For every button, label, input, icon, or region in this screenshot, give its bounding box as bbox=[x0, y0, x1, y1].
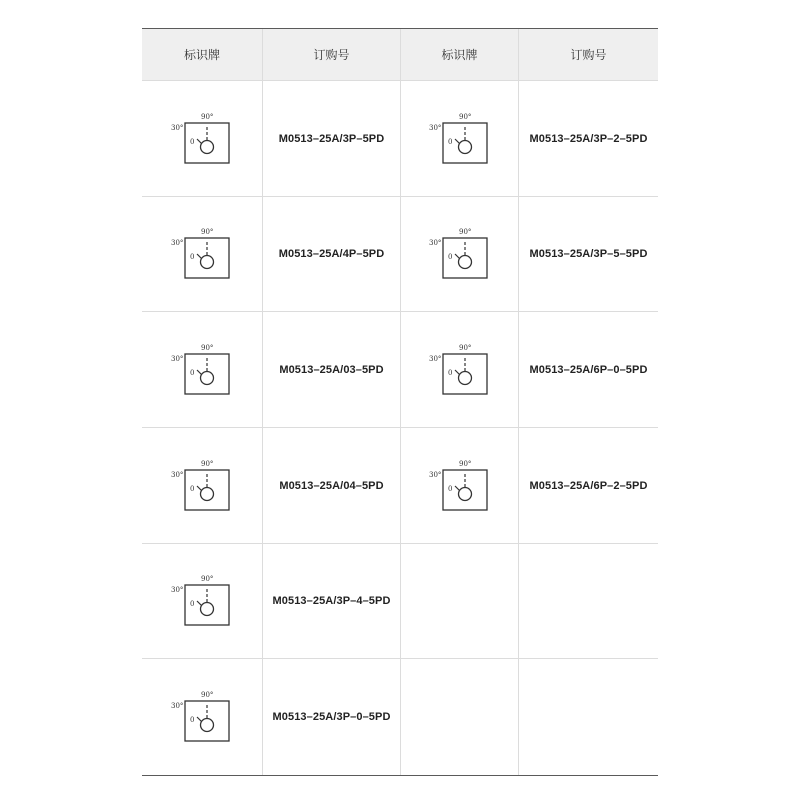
empty-cell bbox=[401, 659, 518, 774]
svg-text:0: 0 bbox=[190, 484, 195, 493]
switch-sign-icon bbox=[167, 340, 237, 400]
svg-text:90°: 90° bbox=[458, 112, 471, 121]
order-code-cell bbox=[519, 428, 658, 543]
order-code: M0513–25A/3P–4–5PD bbox=[272, 595, 391, 607]
svg-text:30°: 30° bbox=[171, 701, 184, 710]
sign-cell bbox=[142, 428, 262, 543]
switch-sign-icon bbox=[167, 109, 237, 169]
sign-cell bbox=[142, 312, 262, 427]
svg-text:90°: 90° bbox=[201, 343, 214, 352]
order-code-cell bbox=[519, 312, 658, 427]
header-sign-2: 标识牌 bbox=[441, 48, 478, 62]
order-code: M0513–25A/3P–5–5PD bbox=[529, 248, 648, 260]
svg-text:90°: 90° bbox=[201, 112, 214, 121]
svg-text:30°: 30° bbox=[171, 354, 184, 363]
order-code-cell bbox=[263, 659, 400, 774]
svg-text:30°: 30° bbox=[428, 470, 441, 479]
svg-text:0: 0 bbox=[447, 484, 452, 493]
svg-text:0: 0 bbox=[447, 368, 452, 377]
svg-text:90°: 90° bbox=[201, 228, 214, 236]
switch-sign-icon bbox=[425, 340, 495, 400]
switch-sign-icon bbox=[167, 456, 237, 516]
order-code: M0513–25A/03–5PD bbox=[279, 363, 384, 376]
order-code: M0513–25A/6P–2–5PD bbox=[529, 479, 648, 492]
empty-cell bbox=[401, 544, 518, 658]
empty-cell bbox=[519, 659, 658, 774]
svg-text:90°: 90° bbox=[458, 343, 471, 352]
order-code-cell bbox=[263, 544, 400, 658]
header-order-no-2: 订购号 bbox=[570, 48, 607, 62]
sign-cell bbox=[142, 659, 262, 774]
order-code-cell bbox=[263, 197, 400, 311]
svg-text:30°: 30° bbox=[171, 239, 184, 247]
order-code: M0513–25A/4P–5PD bbox=[278, 248, 385, 260]
order-code: M0513–25A/3P–5PD bbox=[278, 132, 385, 145]
switch-sign-icon bbox=[425, 224, 495, 284]
svg-text:30°: 30° bbox=[171, 123, 184, 132]
order-table bbox=[142, 28, 658, 776]
order-code-cell bbox=[263, 312, 400, 427]
svg-text:0: 0 bbox=[190, 715, 195, 724]
order-code: M0513–25A/04–5PD bbox=[279, 479, 384, 492]
svg-text:0: 0 bbox=[190, 137, 195, 146]
sign-cell bbox=[142, 81, 262, 196]
order-code-cell bbox=[519, 197, 658, 311]
switch-sign-icon bbox=[167, 224, 237, 284]
order-code: M0513–25A/6P–0–5PD bbox=[529, 363, 648, 376]
header-order-no: 订购号 bbox=[313, 48, 350, 62]
svg-text:30°: 30° bbox=[428, 354, 441, 363]
switch-sign-icon bbox=[425, 109, 495, 169]
svg-text:0: 0 bbox=[190, 253, 195, 261]
empty-cell bbox=[519, 544, 658, 658]
order-code: M0513–25A/3P–0–5PD bbox=[272, 710, 391, 723]
svg-text:0: 0 bbox=[190, 600, 195, 608]
svg-text:90°: 90° bbox=[201, 690, 214, 699]
switch-sign-icon bbox=[167, 571, 237, 631]
svg-text:30°: 30° bbox=[428, 239, 441, 247]
svg-text:0: 0 bbox=[190, 368, 195, 377]
order-code-cell bbox=[263, 428, 400, 543]
order-code: M0513–25A/3P–2–5PD bbox=[529, 132, 648, 145]
sign-cell bbox=[401, 81, 518, 196]
svg-text:90°: 90° bbox=[201, 575, 214, 583]
sign-cell bbox=[142, 197, 262, 311]
svg-text:90°: 90° bbox=[458, 228, 471, 236]
sign-cell bbox=[142, 544, 262, 658]
svg-text:0: 0 bbox=[447, 253, 452, 261]
sign-cell bbox=[401, 197, 518, 311]
svg-text:30°: 30° bbox=[428, 123, 441, 132]
sign-cell bbox=[401, 428, 518, 543]
switch-sign-icon bbox=[425, 456, 495, 516]
header-sign: 标识牌 bbox=[183, 48, 220, 62]
switch-sign-icon bbox=[167, 687, 237, 747]
svg-text:90°: 90° bbox=[201, 459, 214, 468]
svg-text:30°: 30° bbox=[171, 470, 184, 479]
order-code-cell bbox=[263, 81, 400, 196]
sign-cell bbox=[401, 312, 518, 427]
svg-text:90°: 90° bbox=[458, 459, 471, 468]
order-code-cell bbox=[519, 81, 658, 196]
svg-text:0: 0 bbox=[447, 137, 452, 146]
svg-text:30°: 30° bbox=[171, 586, 184, 594]
